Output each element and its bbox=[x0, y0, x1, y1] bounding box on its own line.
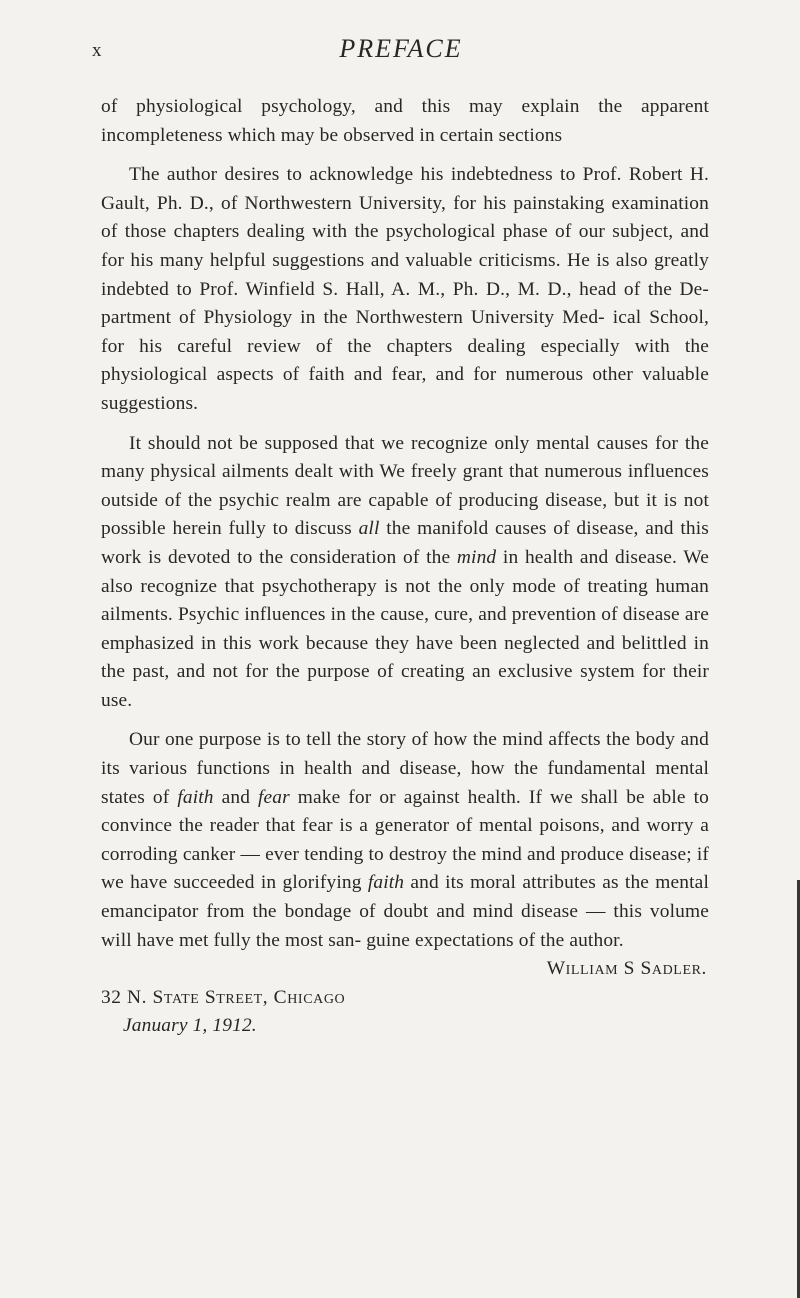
emphasis-fear: fear bbox=[257, 786, 290, 808]
page-header bbox=[92, 34, 710, 68]
preface-body bbox=[101, 93, 709, 1041]
text-run: and bbox=[213, 786, 258, 808]
text-run: and its moral attributes as the mental emancipator from the bondage of doubt and mind disease — this volume will have met fully the most san- guine expectations of the author. bbox=[101, 872, 709, 951]
paragraph-scope bbox=[101, 430, 709, 716]
author-signature: William S Sadler. bbox=[546, 958, 707, 980]
emphasis-faith-2: faith bbox=[367, 872, 405, 894]
emphasis-mind: mind bbox=[456, 546, 497, 568]
paragraph-purpose bbox=[101, 726, 709, 955]
paragraph-continuation: of physiological psychology, and this may explain the apparent incompleteness which may be observed in certain sections bbox=[101, 96, 709, 146]
text-run: the manifold causes of disease, and this work is devoted to the consideration of the bbox=[101, 518, 709, 568]
emphasis-all: all bbox=[358, 518, 380, 540]
page-number: x bbox=[92, 40, 103, 61]
running-title: PREFACE bbox=[339, 34, 463, 63]
text-run: in health and disease. We also recognize that psychotherapy is not the only mode of treating human ailments. Psychic influences in the cause, cure, and prevention of disease are emphasized in this work because they have been neglected and belittled in the past, and not for the purpose of creating an exclusive system for their use. bbox=[101, 546, 709, 711]
preface-date: January 1, 1912. bbox=[123, 1015, 257, 1037]
emphasis-faith: faith bbox=[177, 786, 214, 808]
text-run: make for or against health. If we shall be able to convince the reader that fear is a generator of mental poisons, and worry a corroding canker — ever tending to destroy the mind and produce disease; if we have succeeded in glorifying bbox=[101, 786, 709, 894]
paragraph-acknowledgements: The author desires to acknowledge his indebtedness to Prof. Robert H. Gault, Ph. D., of Northwestern University, for his painstaking examination of those chapters dealing with the psychological phase of our subject, and for his many helpful suggestions and valuable criticisms. He is also greatly indebted to Prof. Winfield S. Hall, A. M., Ph. D., M. D., head of the De- partment of Physiology in the Northwestern University Med- ical School, for his careful review of the chapters dealing especially with the physiological aspects of faith and fear, and for numerous other valuable suggestions. bbox=[101, 164, 709, 414]
text-run: Our one purpose is to tell the story of how the mind affects the body and its various functions in health and disease, how the fundamental mental states of bbox=[101, 729, 709, 808]
author-address: 32 N. State Street, Chicago bbox=[101, 986, 346, 1008]
text-run: It should not be supposed that we recognize only mental causes for the many physical ailments dealt with We freely grant that numerous influences outside of the psychic realm are capable of producing disease, but it is not possible herein fully to discuss bbox=[101, 432, 709, 540]
